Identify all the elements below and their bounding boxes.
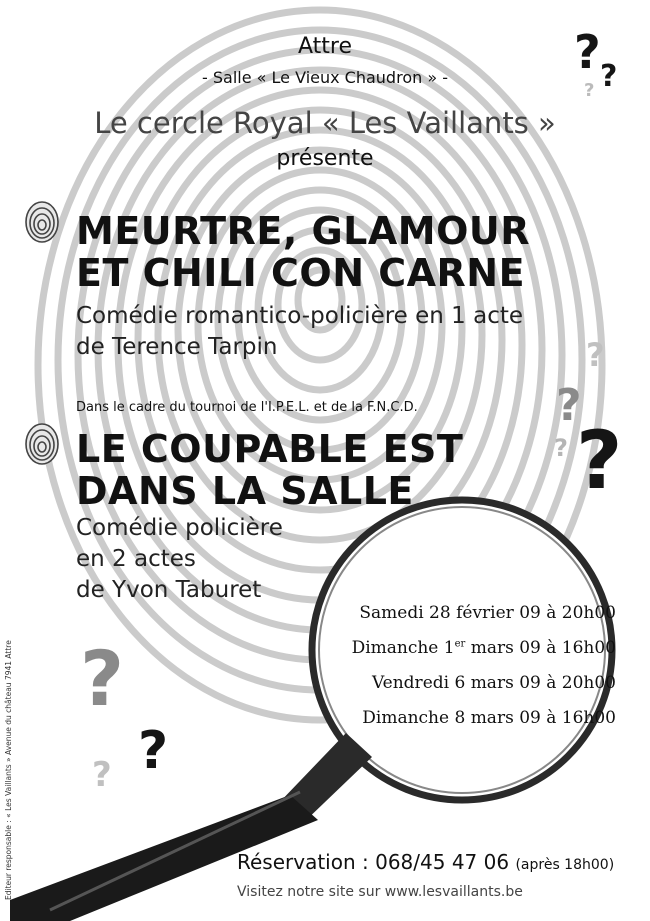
play2-author: de Yvon Taburet (76, 577, 262, 603)
fingerprint-bullet-icon (26, 202, 58, 242)
play2-title-line2: DANS LA SALLE (76, 469, 414, 513)
performance-date: Samedi 28 février 09 à 20h00 (359, 603, 616, 623)
svg-text:?: ? (576, 414, 623, 507)
svg-text:?: ? (586, 336, 605, 374)
fingerprint-bullet-icon (26, 424, 58, 464)
play2-title-line1: LE COUPABLE EST (76, 427, 464, 471)
performance-date: Dimanche 8 mars 09 à 16h00 (362, 708, 616, 728)
editor-credit: Editeur responsable : « Les Vaillants » Avenue du château 7941 Attre (4, 640, 13, 900)
presents-label: présente (276, 146, 374, 171)
svg-text:?: ? (80, 634, 125, 723)
website-line: Visitez notre site sur www.lesvaillants.be (237, 884, 523, 900)
performance-date: Dimanche 1er mars 09 à 16h00 (351, 638, 616, 658)
play1-title-line1: MEURTRE, GLAMOUR (76, 209, 531, 253)
svg-text:?: ? (584, 80, 595, 101)
organizer-name: Le cercle Royal « Les Vaillants » (94, 106, 556, 140)
svg-text:?: ? (574, 25, 601, 79)
town-name: Attre (297, 34, 352, 59)
svg-text:?: ? (556, 380, 582, 431)
play2-description: Comédie policière (76, 515, 283, 541)
reservation-note: (après 18h00) (515, 857, 615, 873)
performance-date: Vendredi 6 mars 09 à 20h00 (371, 673, 616, 693)
venue-name: - Salle « Le Vieux Chaudron » - (202, 68, 448, 87)
svg-text:?: ? (554, 434, 568, 462)
play1-description: Comédie romantico-policière en 1 acte (76, 303, 524, 329)
svg-text:?: ? (138, 721, 169, 781)
svg-text:?: ? (600, 59, 618, 94)
svg-text:?: ? (92, 755, 112, 795)
reservation-phone: Réservation : 068/45 47 06 (237, 850, 510, 874)
play2-acts: en 2 actes (76, 546, 196, 572)
play1-title-line2: ET CHILI CON CARNE (76, 251, 526, 295)
tournament-note: Dans le cadre du tournoi de l'I.P.E.L. et de la F.N.C.D. (76, 400, 418, 415)
play1-author: de Terence Tarpin (76, 334, 278, 360)
reservation-line (237, 850, 614, 874)
